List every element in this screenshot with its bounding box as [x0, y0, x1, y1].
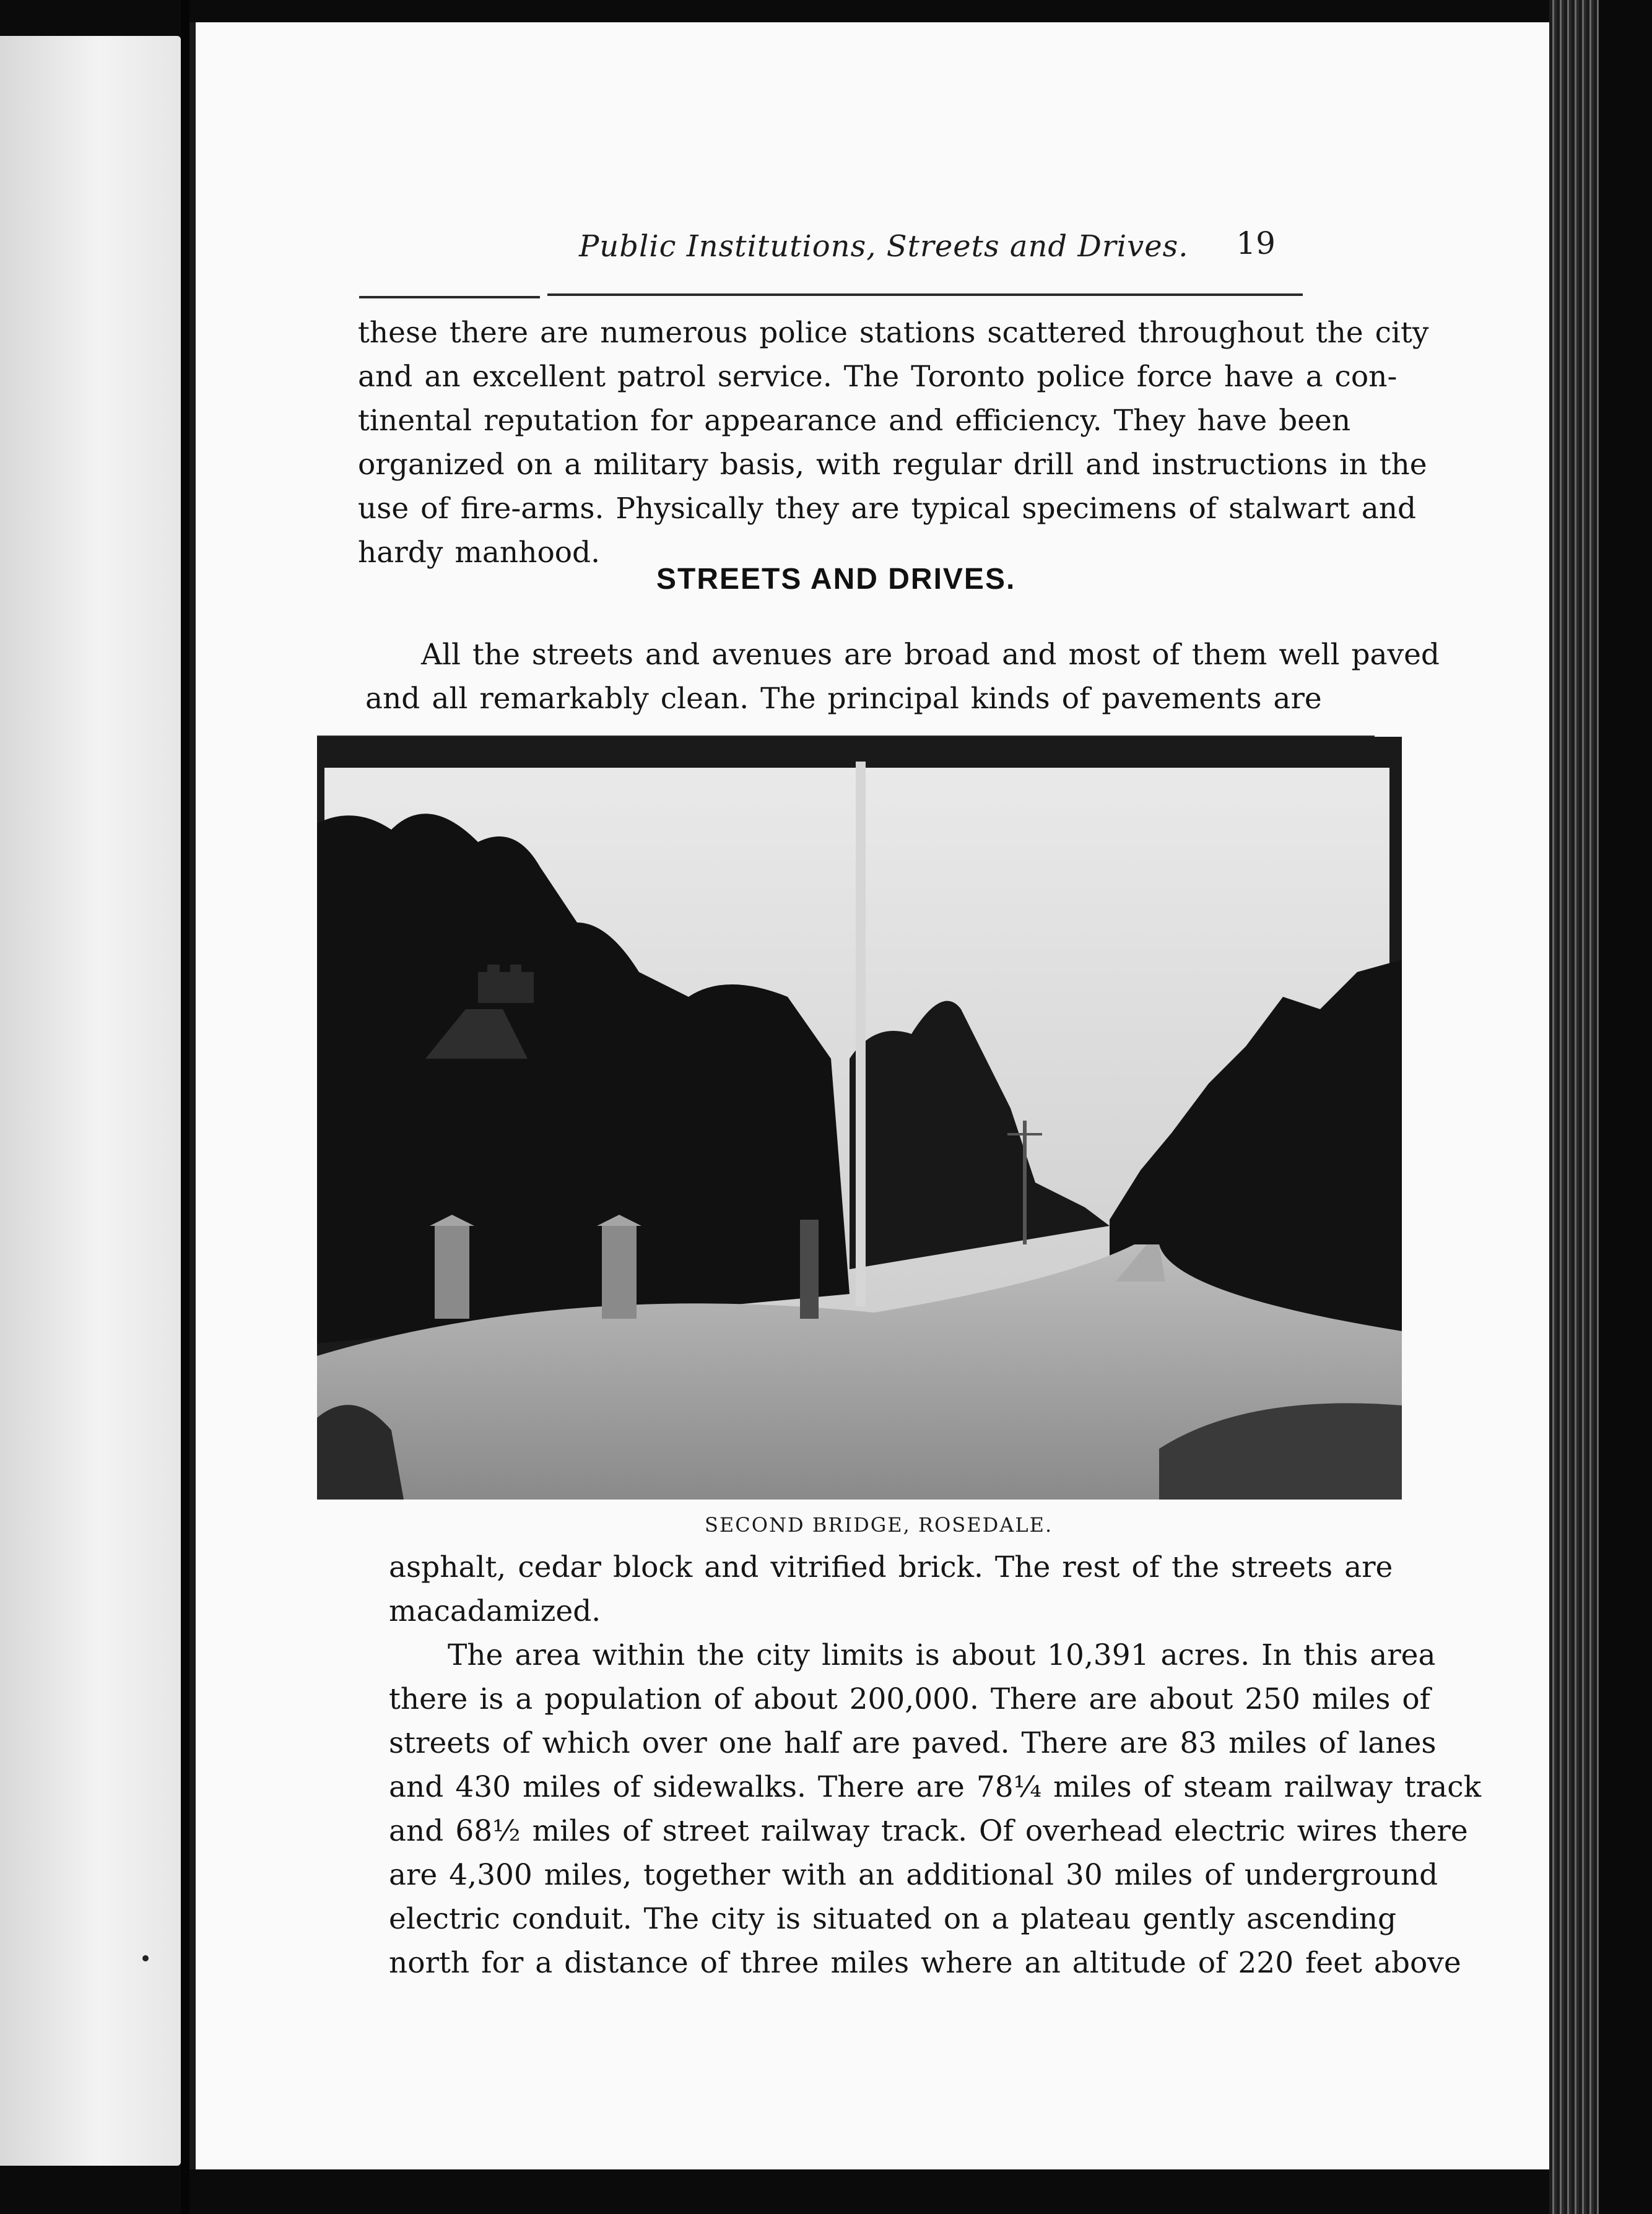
header-rule-left [359, 296, 540, 298]
text-line: organized on a military basis, with regular drill and instructions in the [358, 448, 1427, 482]
text-line: and 430 miles of sidewalks. There are 78¼ miles of steam railway track [389, 1770, 1482, 1804]
page-number: 19 [1236, 225, 1276, 261]
section-paragraph [365, 633, 1440, 721]
scan-border [1599, 0, 1652, 2214]
facing-page-edge [0, 36, 181, 2166]
book-gutter [181, 0, 189, 2214]
rosedale-bridge-photo [317, 737, 1402, 1500]
text-line: and 68½ miles of street railway track. Of overhead electric wires there [389, 1814, 1468, 1848]
text-line: these there are numerous police stations scattered throughout the city [358, 316, 1429, 350]
text-line: north for a distance of three miles where an altitude of 220 feet above [389, 1946, 1461, 1980]
running-head [390, 223, 1300, 279]
text-line: use of fire-arms. Physically they are typical specimens of stalwart and [358, 492, 1417, 526]
text-line: and an excellent patrol service. The Toronto police force have a con- [358, 360, 1398, 394]
text-line: macadamized. [389, 1594, 601, 1628]
text-line: there is a population of about 200,000. There are about 250 miles of [389, 1682, 1431, 1716]
text-line: All the streets and avenues are broad and most of them well paved [421, 638, 1440, 672]
section-heading: STREETS AND DRIVES. [656, 563, 1016, 596]
header-rule-right [547, 293, 1303, 296]
intro-paragraph [358, 311, 1429, 575]
text-line: and all remarkably clean. The principal kinds of pavements are [365, 682, 1322, 716]
halftone-photograph [317, 737, 1402, 1500]
text-line: electric conduit. The city is situated on a plateau gently ascending [389, 1902, 1397, 1936]
page-speck [142, 1955, 149, 1961]
text-line: streets of which over one half are paved. There are 83 miles of lanes [389, 1726, 1437, 1760]
text-line: hardy manhood. [358, 536, 601, 570]
text-line: are 4,300 miles, together with an additional 30 miles of underground [389, 1858, 1438, 1892]
text-line: The area within the city limits is about 10,391 acres. In this area [448, 1638, 1436, 1672]
after-paragraph [389, 1545, 1482, 1985]
text-line: asphalt, cedar block and vitrified brick. The rest of the streets are [389, 1550, 1393, 1584]
text-line: tinental reputation for appearance and efficiency. They have been [358, 404, 1351, 438]
photo-caption: SECOND BRIDGE, ROSEDALE. [705, 1513, 1053, 1537]
page-stack-edges [1549, 0, 1599, 2214]
running-head-title: Public Institutions, Streets and Drives. [579, 229, 1189, 264]
